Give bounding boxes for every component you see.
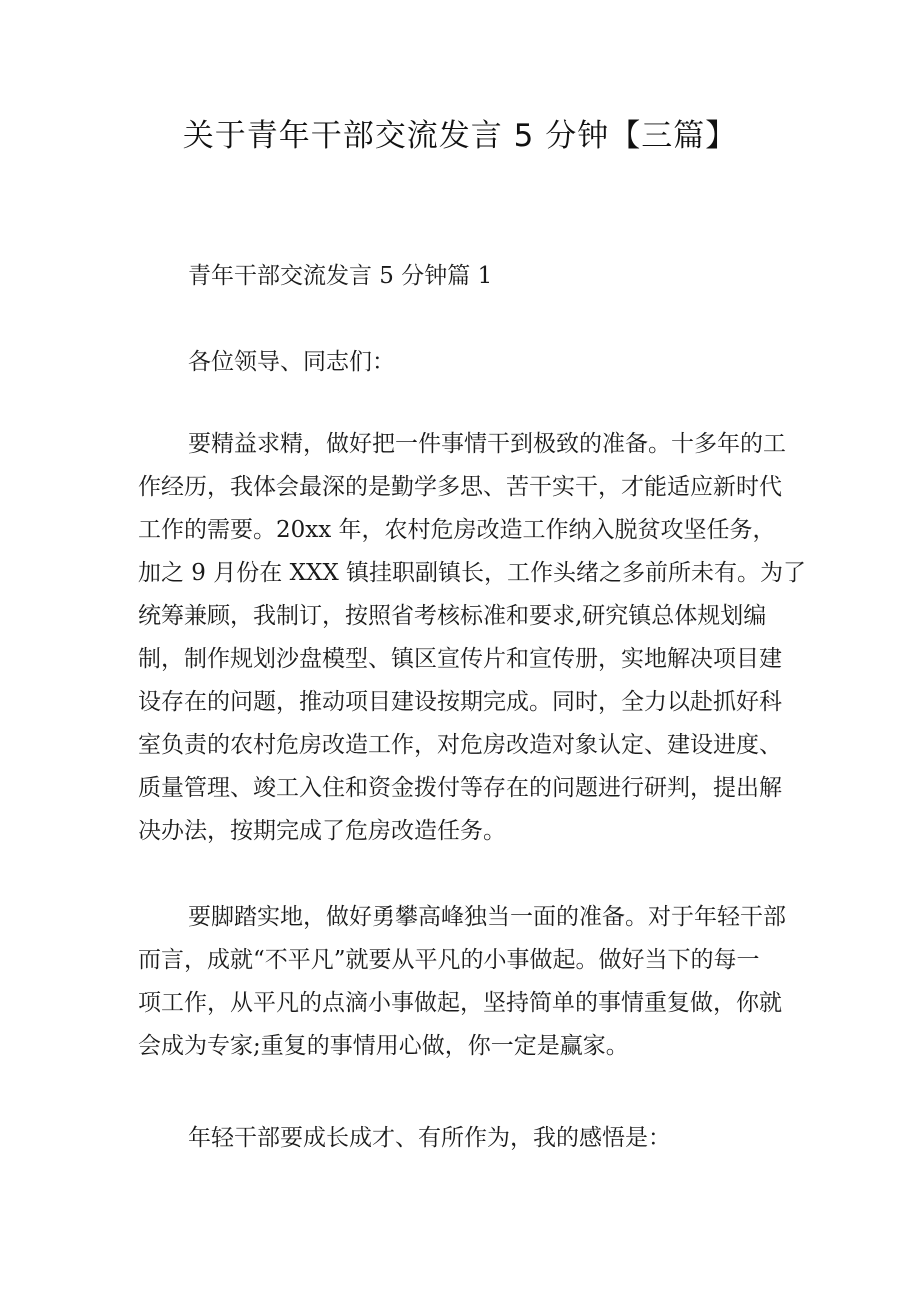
paragraph-line: 工作的需要。20xx 年，农村危房改造工作纳入脱贫攻坚任务， xyxy=(138,517,776,543)
paragraph-line: 会成为专家;重复的事情用心做，你一定是赢家。 xyxy=(138,1033,629,1059)
salutation: 各位领导、同志们： xyxy=(188,349,395,375)
paragraph-line: 要精益求精，做好把一件事情干到极致的准备。十多年的工 xyxy=(188,431,786,457)
paragraph-line: 项工作，从平凡的点滴小事做起，坚持简单的事情重复做，你就 xyxy=(138,990,782,1016)
paragraph-line: 统筹兼顾，我制订，按照省考核标准和要求,研究镇总体规划编 xyxy=(138,603,767,629)
paragraph-line: 质量管理、竣工入住和资金拨付等存在的问题进行研判，提出解 xyxy=(138,775,782,801)
paragraph-line: 室负责的农村危房改造工作，对危房改造对象认定、建设进度、 xyxy=(138,732,782,758)
paragraph-line: 加之 9 月份在 XXX 镇挂职副镇长，工作头绪之多前所未有。为了 xyxy=(138,560,806,586)
paragraph-line: 决办法，按期完成了危房改造任务。 xyxy=(138,818,506,844)
paragraph-line: 要脚踏实地，做好勇攀高峰独当一面的准备。对于年轻干部 xyxy=(188,904,786,930)
paragraph-line: 年轻干部要成长成才、有所作为，我的感悟是： xyxy=(188,1125,671,1151)
section-heading: 青年干部交流发言 5 分钟篇 1 xyxy=(188,263,493,289)
paragraph-line: 作经历，我体会最深的是勤学多思、苦干实干，才能适应新时代 xyxy=(138,474,782,500)
paragraph-line: 制，制作规划沙盘模型、镇区宣传片和宣传册，实地解决项目建 xyxy=(138,646,782,672)
page-title: 关于青年干部交流发言 5 分钟【三篇】 xyxy=(182,118,738,154)
paragraph-line: 设存在的问题，推动项目建设按期完成。同时，全力以赴抓好科 xyxy=(138,689,782,715)
paragraph-line: 而言，成就“不平凡”就要从平凡的小事做起。做好当下的每一 xyxy=(138,947,760,973)
